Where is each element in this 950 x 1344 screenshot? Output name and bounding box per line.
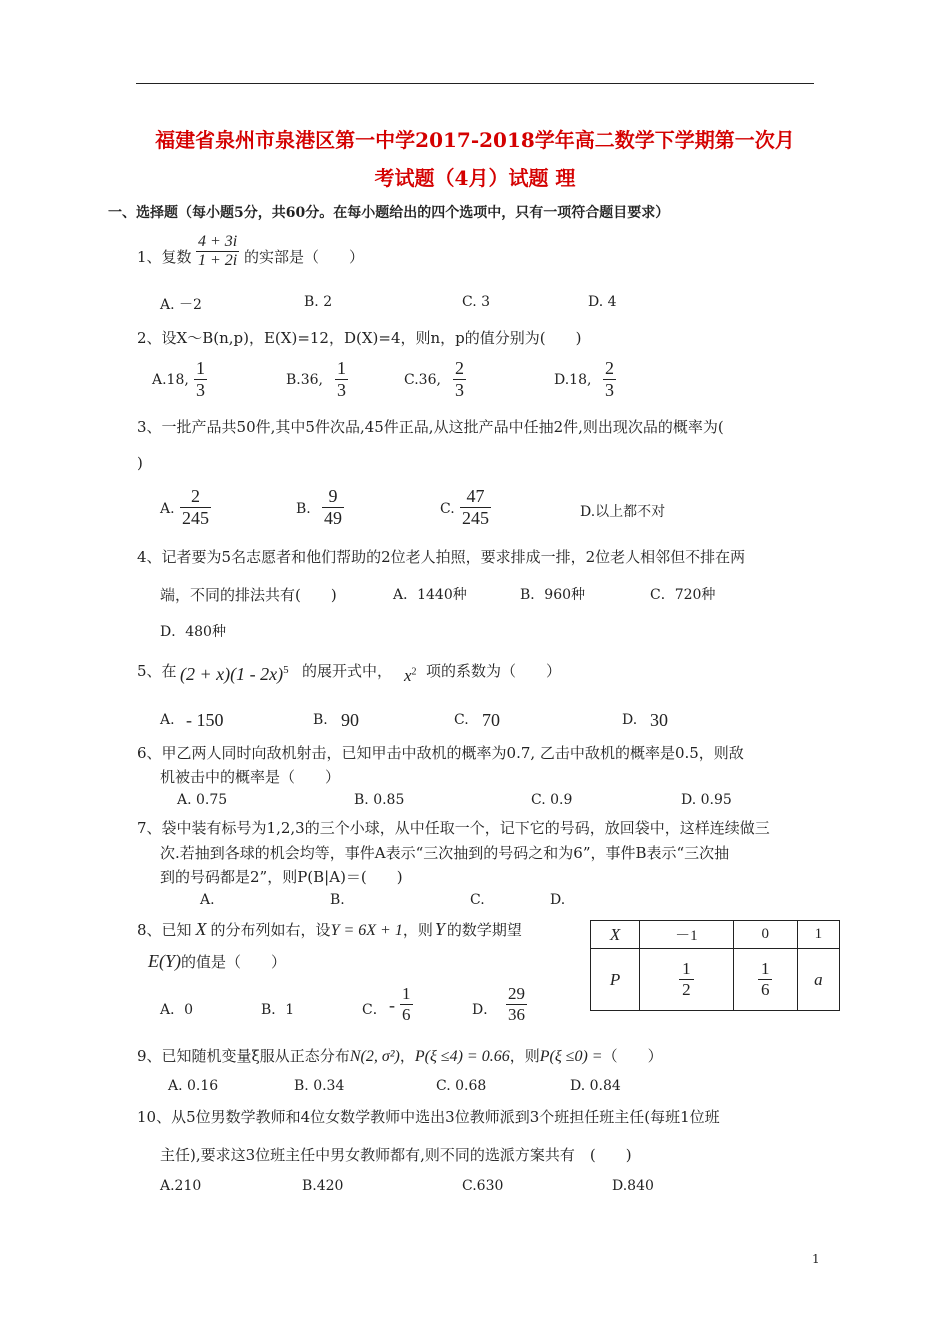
q3-option-d[interactable]: D.以上都不对 [580,504,666,520]
q3-b-num: 9 [328,486,338,506]
q5-option-a-label[interactable]: A. [160,712,175,728]
q5-expression [180,664,289,685]
q3-option-a-fraction [180,486,211,529]
q5-mid: 的展开式中， [302,662,393,680]
q2-text: 2、设X～B(n,p)，E(X)=12，D(X)=4，则n，p的值分别为( ) [137,329,582,347]
q2-option-c-label[interactable]: C.36, [404,372,441,388]
q1-option-d[interactable]: D. 4 [588,294,617,310]
q2-option-a-label[interactable]: A.18, [152,372,189,388]
q8-line2 [148,951,286,972]
q2-a-den: 3 [196,380,205,400]
q7-line2: 次.若抽到各球的机会均等，事件A表示“三次抽到的号码之和为6”，事件B表示“三次抽 [160,844,730,862]
q2-option-b-label[interactable]: B.36, [286,372,324,388]
q9-option-c[interactable]: C. 0.68 [436,1078,487,1094]
q7-option-d[interactable]: D. [550,892,566,908]
q3-c-num: 47 [466,486,485,506]
q5-exp: 5 [283,664,289,676]
q5-post: 项的系数为（ ） [426,662,562,680]
q8-option-c-label[interactable]: C． [362,1002,387,1018]
q5-option-b-value: 90 [341,710,359,730]
q3-line2: ) [137,454,143,472]
q2-c-num: 2 [455,358,464,378]
q2-b-num: 1 [337,358,346,378]
q10-line2: 主任),要求这3位班主任中男女教师都有,则不同的选派方案共有 ( ) [160,1146,632,1164]
q8-mid: 的分布列如右，设 [210,921,331,939]
q8-ey: E(Y) [148,951,181,971]
q1-option-a[interactable]: A. －2 [160,297,202,313]
header-rule [136,83,814,84]
q2-d-den: 3 [605,380,614,400]
q6-option-b[interactable]: B. 0.85 [354,792,405,808]
q9-option-a[interactable]: A. 0.16 [168,1078,219,1094]
distribution-table [590,920,840,1011]
q7-option-b[interactable]: B. [330,892,345,908]
q8-option-d-fraction [506,984,527,1025]
q8-line2-post: 的值是（ ） [181,953,287,971]
p2-den: 6 [758,979,773,1000]
q2-b-den: 3 [337,380,346,400]
q1-fraction [196,233,239,270]
table-cell-p1 [640,949,734,1011]
title-line1: 福建省泉州市泉港区第一中学2017-2018学年高二数学下学期第一次月 [155,128,795,152]
q4-option-b[interactable]: B．960种 [520,587,586,603]
q3-c-den: 245 [462,508,489,528]
table-row [591,921,840,949]
q8-option-b[interactable]: B．1 [261,1002,295,1018]
q1-numerator: 4 + 3i [198,233,238,250]
q2-option-d-label[interactable]: D.18, [554,372,592,388]
q6-line1: 6、甲乙两人同时向敌机射击，已知甲击中敌机的概率为0.7, 乙击中敌机的概率是0.5，则敌 [137,744,744,762]
q5-var [404,666,417,686]
q8-option-d-label[interactable]: D． [472,1002,498,1018]
page-number: 1 [812,1252,820,1266]
q10-option-b[interactable]: B.420 [302,1178,344,1194]
q4-line1: 4、记者要为5名志愿者和他们帮助的2位老人拍照，要求排成一排，2位老人相邻但不排在两 [137,548,746,566]
q9-option-d[interactable]: D. 0.84 [570,1078,621,1094]
q8-option-c-sign: - [389,995,395,1015]
q8-option-c-fraction [400,984,413,1025]
q5-expr: (2 + x)(1 - 2x) [180,664,284,684]
table-cell: －1 [640,921,734,949]
q8-mid2: ，则 [402,921,433,939]
q3-option-b-label[interactable]: B. [296,501,311,517]
q9-pre: 9、已知随机变量ξ服从正态分布 [137,1047,350,1065]
q3-option-c-label[interactable]: C. [440,501,455,517]
p2-num: 1 [760,959,770,978]
q3-option-b-fraction [322,486,344,529]
table-cell: 1 [797,921,839,949]
q5-var-x: x [404,666,412,685]
q5-option-c-label[interactable]: C. [454,712,469,728]
table-cell-p3: a [797,949,839,1011]
q2-c-den: 3 [455,380,464,400]
q3-b-den: 49 [324,508,342,528]
q8-line1 [137,919,522,940]
table-cell-x-label: X [591,921,640,949]
table-cell-p-label: P [591,949,640,1011]
q6-option-d[interactable]: D. 0.95 [681,792,732,808]
q7-line1: 7、袋中装有标号为1,2,3的三个小球，从中任取一个，记下它的号码，放回袋中，这样连续做三 [137,819,770,837]
q2-a-num: 1 [196,358,205,378]
q7-option-c[interactable]: C. [470,892,485,908]
q9-dist: N(2, σ²) [349,1048,400,1065]
q4-option-a[interactable]: A．1440种 [393,587,467,603]
q8-pre: 8、已知 [137,921,192,939]
q1-post: 的实部是（ ） [244,248,365,266]
q10-line1: 10、从5位男数学教师和4位女数学教师中选出3位教师派到3个班担任班主任(每班1位班 [137,1108,720,1126]
q6-line2: 机被击中的概率是（ ） [160,768,341,786]
q4-line2: 端，不同的排法共有( ) [160,586,337,604]
q8-d-num: 29 [508,984,525,1003]
q2-option-d-fraction [603,358,616,401]
q8-post: 的数学期望 [446,921,522,939]
title-line2: 考试题（4月）试题 理 [374,166,576,190]
q8-y: Y [434,919,445,939]
q8-c-num: 1 [402,984,411,1003]
q10-option-a[interactable]: A.210 [160,1178,202,1194]
q5-var-exp: 2 [411,666,417,678]
q8-x: X [195,919,207,939]
q3-option-a-label[interactable]: A. [160,501,175,517]
q9-p2: P(ξ ≤0) = [539,1048,603,1065]
q2-option-c-fraction [453,358,466,401]
q1-denominator: 1 + 2i [198,252,238,269]
q5-option-c-value: 70 [482,710,500,730]
q5-option-b-label[interactable]: B. [313,712,328,728]
q10-option-d[interactable]: D.840 [612,1178,654,1194]
q2-option-b-fraction [335,358,348,401]
p1-num: 1 [682,959,691,978]
q5-option-a-value: - 150 [186,710,224,730]
q2-option-a-fraction [194,358,207,401]
q6-option-c[interactable]: C. 0.9 [531,792,573,808]
q9-line [137,1045,663,1066]
q3-option-c-fraction [460,486,491,529]
q1-option-c[interactable]: C. 3 [462,294,491,310]
q9-p1: P(ξ ≤4) = 0.66 [414,1048,510,1065]
q3-line1: 3、一批产品共50件,其中5件次品,45件正品,从这批产品中任抽2件,则出现次品的概率为( [137,418,724,436]
q8-d-den: 36 [508,1005,525,1024]
q9-post: （ ） [602,1047,663,1065]
q7-option-a[interactable]: A. [200,892,215,908]
p1-den: 2 [679,979,694,1000]
table-cell-p2 [733,949,797,1011]
q5-pre: 5、在 [137,662,177,680]
table-row [591,949,840,1011]
q8-option-a[interactable]: A．0 [160,1002,194,1018]
q8-c-den: 6 [402,1005,411,1024]
q8-formula: Y = 6X + 1 [330,922,403,939]
q5-option-d-value: 30 [650,710,668,730]
q7-line3: 到的号码都是2”，则P(B|A)＝( ) [160,868,403,886]
q4-option-d[interactable]: D．480种 [160,624,226,640]
q2-d-num: 2 [605,358,614,378]
q3-a-den: 245 [182,508,209,528]
q5-option-d-label[interactable]: D. [622,712,638,728]
q9-option-b[interactable]: B. 0.34 [294,1078,345,1094]
q6-option-a[interactable]: A. 0.75 [177,792,228,808]
q9-mid2: ，则 [509,1047,540,1065]
q10-option-c[interactable]: C.630 [462,1178,504,1194]
table-cell: 0 [733,921,797,949]
q1-option-b[interactable]: B. 2 [304,294,333,310]
q9-mid: ， [399,1047,415,1065]
section-heading: 一、选择题（每小题5分，共60分。在每小题给出的四个选项中，只有一项符合题目要求） [108,205,670,221]
q3-a-num: 2 [191,486,200,506]
q4-option-c[interactable]: C．720种 [650,587,716,603]
q1-pre: 1、复数 [137,248,192,266]
